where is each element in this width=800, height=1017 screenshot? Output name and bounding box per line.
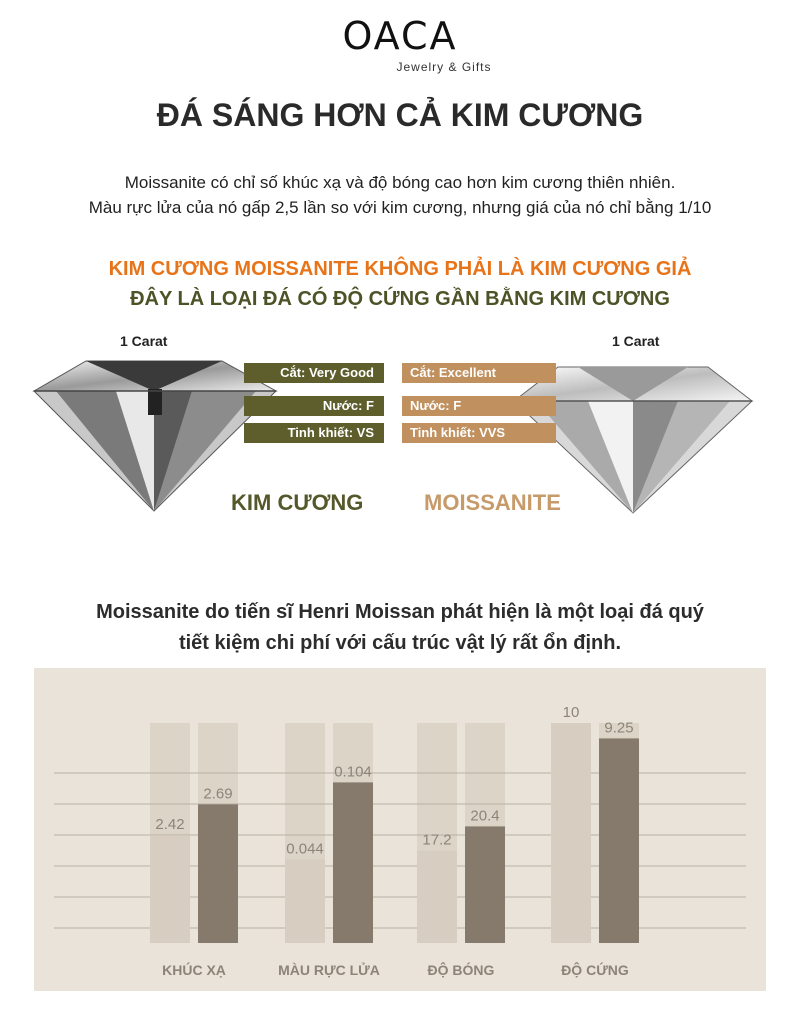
left-spec-clarity: Tinh khiết: VS — [244, 423, 384, 443]
bar-4-series-1 — [551, 723, 591, 943]
data-label: 2.42 — [155, 816, 185, 834]
bar-2-series-2 — [333, 782, 373, 943]
bar-3-series-2 — [465, 826, 505, 943]
brand-tagline: Jewelry & Gifts — [396, 60, 492, 74]
right-spec-color: Nước: F — [402, 396, 556, 416]
bar-2-series-1 — [285, 859, 325, 943]
data-label: 0.044 — [286, 840, 324, 858]
bottom-statement — [0, 597, 800, 659]
left-spec-color: Nước: F — [244, 396, 384, 416]
data-label: 17.2 — [422, 831, 452, 849]
right-gem-name: MOISSANITE — [424, 490, 561, 515]
bar-4-series-2 — [599, 738, 639, 943]
data-label: 10 — [562, 704, 580, 721]
page-title: ĐÁ SÁNG HƠN CẢ KIM CƯƠNG — [156, 97, 644, 133]
left-spec-cut: Cắt: Very Good — [244, 363, 384, 383]
bar-3-series-1 — [417, 851, 457, 943]
left-gem-name: KIM CƯƠNG — [231, 490, 364, 515]
brand-logo[interactable]: OACA — [342, 14, 458, 58]
data-label: 9.25 — [604, 719, 634, 737]
right-carat-label: 1 Carat — [612, 333, 660, 349]
bottom-line-1: Moissanite do tiến sĩ Henri Moissan phát hiện là một loại đá quý — [96, 601, 704, 623]
category-label: ĐỘ BÓNG — [427, 962, 495, 978]
data-label: 2.69 — [203, 785, 233, 803]
right-spec-clarity: Tinh khiết: VVS — [402, 423, 556, 443]
intro-line-2: Màu rực lửa của nó gấp 2,5 lần so với kim cương, nhưng giá của nó chỉ bằng 1/10 — [88, 198, 712, 217]
tagline-olive: ĐÂY LÀ LOẠI ĐÁ CÓ ĐỘ CỨNG GẦN BẰNG KIM CƯƠNG — [130, 288, 670, 310]
bottom-line-2: tiết kiệm chi phí với cấu trúc vật lý rất ổn định. — [178, 632, 622, 654]
data-label: 0.104 — [334, 763, 372, 781]
left-carat-label: 1 Carat — [120, 333, 168, 349]
category-label: MÀU RỰC LỬA — [278, 962, 380, 978]
tagline-orange: KIM CƯƠNG MOISSANITE KHÔNG PHẢI LÀ KIM CƯƠNG GIẢ — [108, 258, 692, 280]
category-label: KHÚC XẠ — [162, 962, 226, 978]
intro-line-1: Moissanite có chỉ số khúc xạ và độ bóng cao hơn kim cương thiên nhiên. — [124, 173, 676, 192]
right-spec-cut: Cắt: Excellent — [402, 363, 556, 383]
data-label: 20.4 — [470, 807, 500, 825]
bar-1-series-2 — [198, 804, 238, 943]
category-label: ĐỘ CỨNG — [561, 962, 629, 978]
intro-text — [0, 170, 800, 220]
bar-chart — [34, 668, 766, 991]
bar-1-series-1 — [150, 835, 190, 943]
